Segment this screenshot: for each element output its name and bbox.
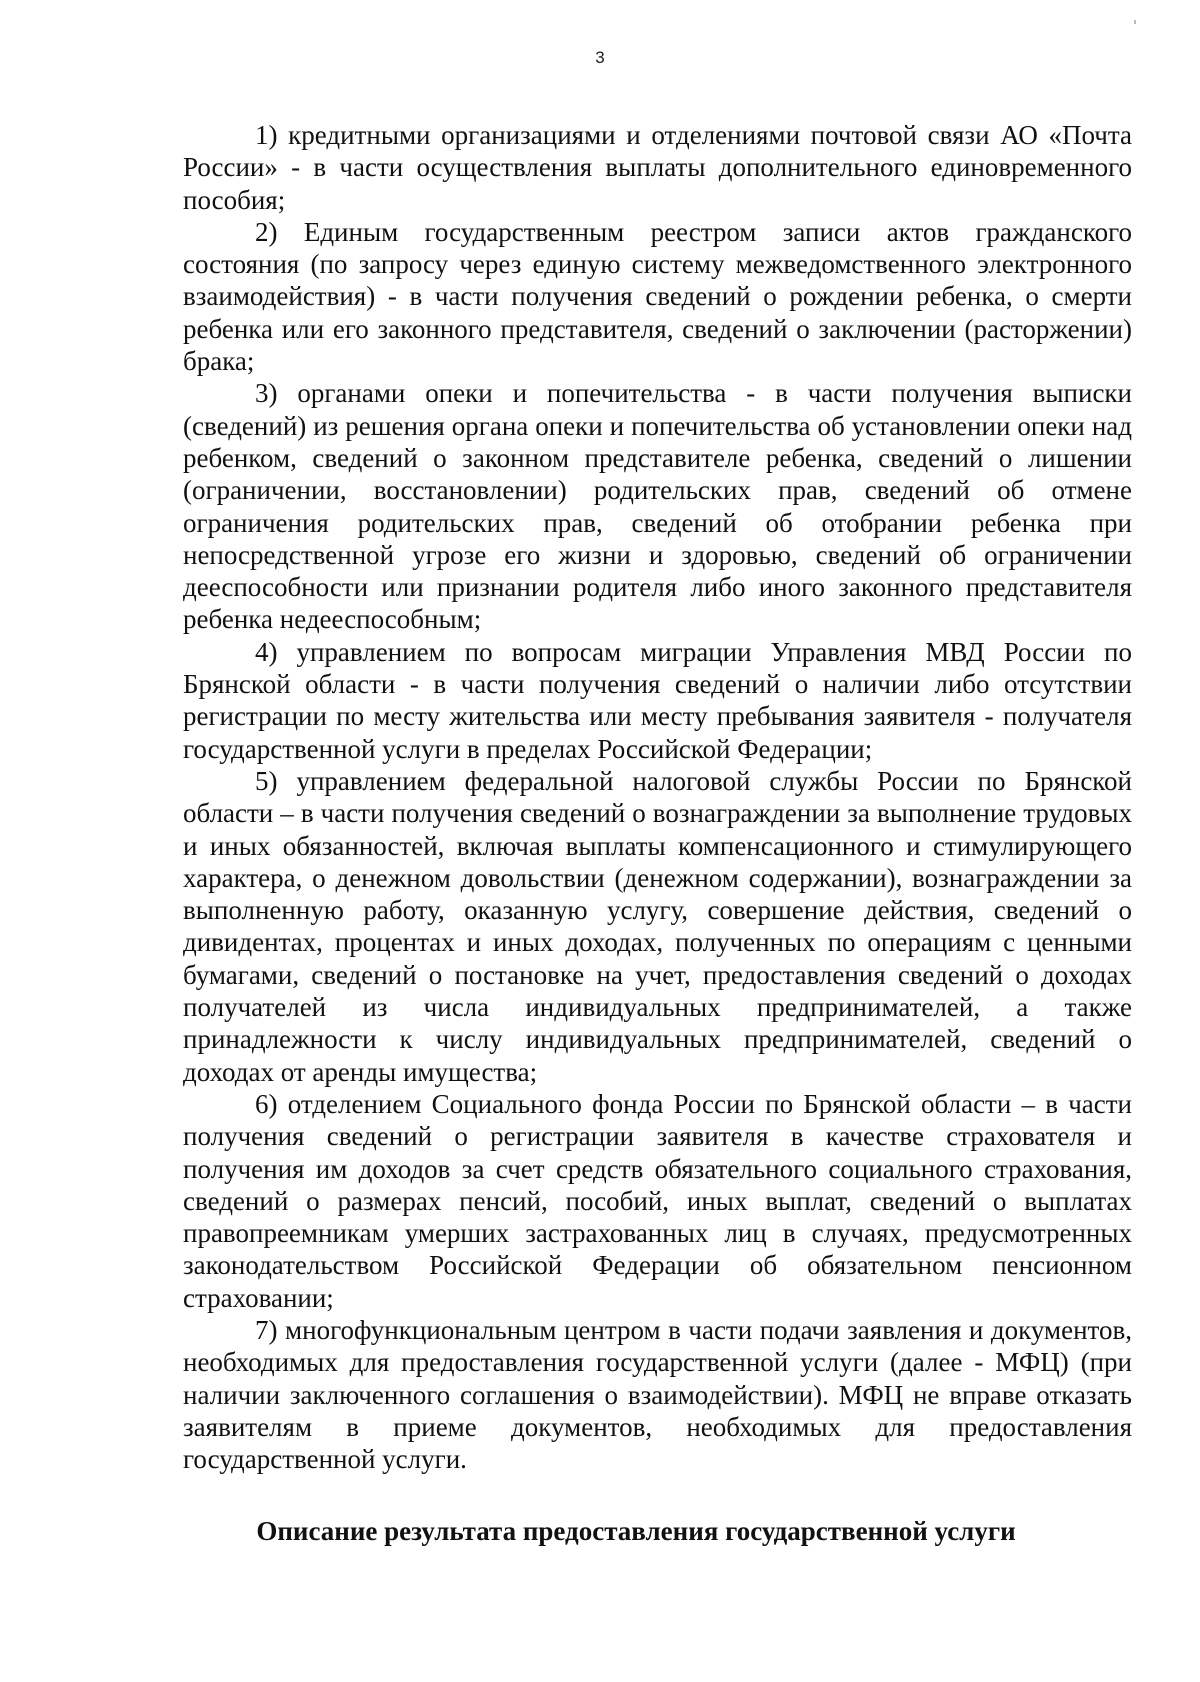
document-body — [183, 119, 1132, 1475]
section-heading: Описание результата предоставления государственной услуги — [256, 1516, 1016, 1546]
list-item-civil-registry: 2) Единым государственным реестром записи актов гражданского состояния (по запросу через единую систему межведомственного электронного взаимодействия) - в части получения сведений о рождении ребенка, о смерти ребенка или его законного представителя, сведений о заключении (расторжении) брака; — [183, 216, 1132, 377]
list-item-guardianship-authorities: 3) органами опеки и попечительства - в части получения выписки (сведений) из решения органа опеки и попечительства об установлении опеки над ребенком, сведений о законном представителе ребенка, сведений о лишении (ограничении, восстановлении) родительских прав, сведений об отмене ограничения родительских прав, сведений об отобрании ребенка при непосредственной угрозе его жизни и здоровью, сведений об ограничении дееспособности или признании родителя либо иного законного представителя ребенка недееспособным; — [183, 378, 1132, 635]
page-number: 3 — [595, 48, 605, 67]
list-item-social-fund: 6) отделением Социального фонда России по Брянской области – в части получения сведений о регистрации заявителя в качестве страхователя и получения им доходов за счет средств обязательного социального страхования, сведений о размерах пенсий, пособий, иных выплат, сведений о выплатах правопреемникам умерших застрахованных лиц в случаях, предусмотренных законодательством Российской Федерации об обязательном пенсионном страховании; — [183, 1088, 1132, 1313]
scan-artifact — [1134, 20, 1136, 24]
list-item-tax-service: 5) управлением федеральной налоговой службы России по Брянской области – в части получения сведений о вознаграждении за выполнение трудовых и иных обязанностей, включая выплаты компенсационного и стимулирующего характера, о денежном довольствии (денежном содержании), вознаграждении за выполненную работу, оказанную услугу, совершение действия, сведений о дивидентах, процентах и иных доходах, полученных по операциям с ценными бумагами, сведений о постановке на учет, предоставления сведений о доходах получателей из числа индивидуальных предпринимателей, а также принадлежности к числу индивидуальных предпринимателей, сведений о доходах от аренды имущества; — [183, 765, 1132, 1087]
list-item-credit-organizations: 1) кредитными организациями и отделениями почтовой связи АО «Почта России» - в части осуществления выплаты дополнительного единовременного пособия; — [183, 120, 1132, 215]
list-item-migration-department: 4) управлением по вопросам миграции Управления МВД России по Брянской области - в части получения сведений о наличии либо отсутствии регистрации по месту жительства или месту пребывания заявителя - получателя государственной услуги в пределах Российской Федерации; — [183, 636, 1132, 764]
list-item-multifunctional-center: 7) многофункциональным центром в части подачи заявления и документов, необходимых для предоставления государственной услуги (далее - МФЦ) (при наличии заключенного соглашения о взаимодействии). МФЦ не вправе отказать заявителям в приеме документов, необходимых для предоставления государственной услуги. — [183, 1314, 1132, 1475]
